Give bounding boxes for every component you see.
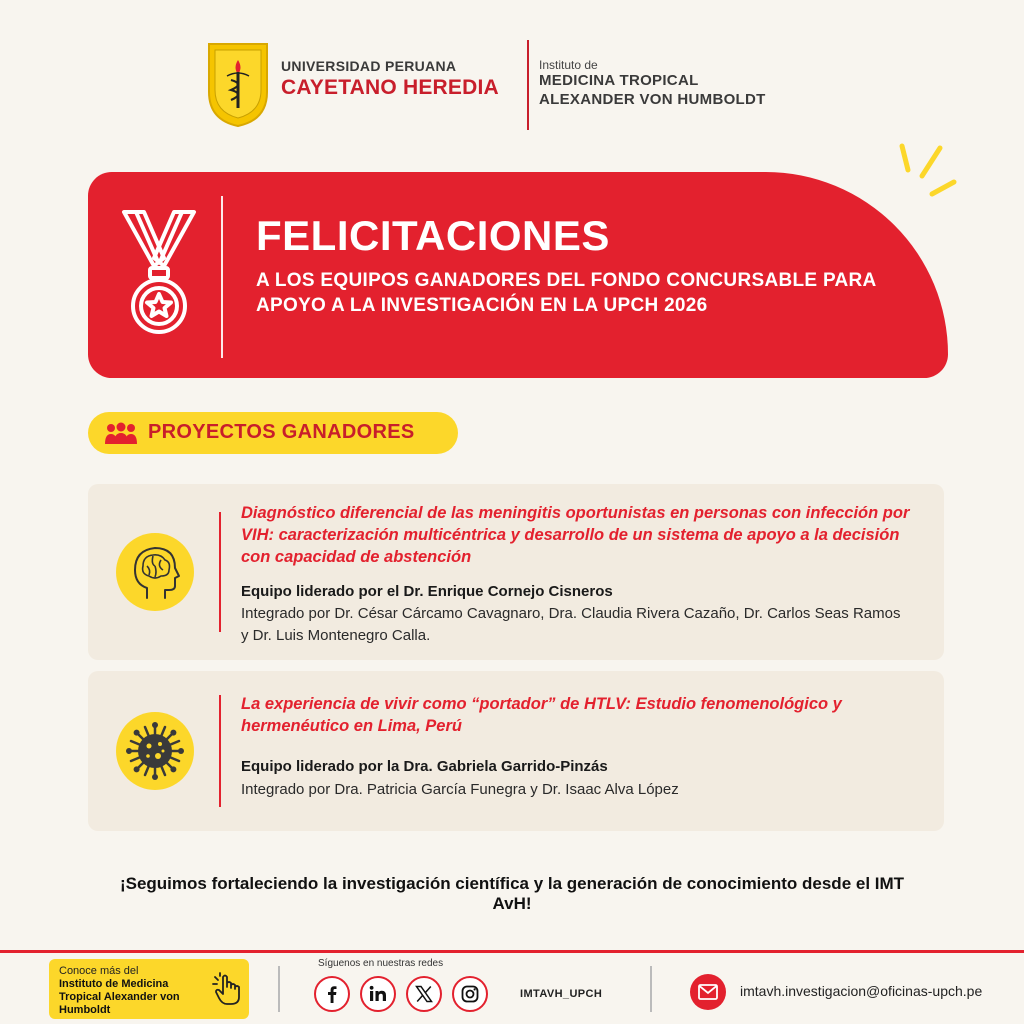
project-title: La experiencia de vivir como “portador” de HTLV: Estudio fenomenológico y hermenéutico en Lima, Perú — [241, 695, 842, 735]
instagram-icon — [460, 984, 480, 1004]
know-more-line2: Instituto de Medicina Tropical Alexander von Humboldt — [59, 978, 180, 1016]
social-links — [314, 976, 488, 1014]
x-icon — [414, 984, 434, 1004]
section-label-pill — [88, 412, 458, 454]
institute-name-line3: ALEXANDER VON HUMBOLDT — [539, 91, 766, 108]
virus-icon — [125, 721, 185, 781]
project-icon-circle — [116, 712, 194, 790]
know-more-button[interactable] — [49, 959, 249, 1019]
project-leader: Equipo liderado por el Dr. Enrique Cornejo Cisneros — [241, 583, 613, 600]
institute-name-line1: Instituto de — [539, 58, 598, 72]
x-link[interactable] — [406, 976, 442, 1012]
card-accent-bar — [219, 695, 221, 807]
follow-label: Síguenos en nuestras redes — [318, 958, 444, 969]
banner-subtitle: A LOS EQUIPOS GANADORES DEL FONDO CONCURSABLE PARA APOYO A LA INVESTIGACIÓN EN LA UPCH 2026 — [256, 270, 876, 316]
project-card — [88, 484, 944, 660]
brain-head-icon — [125, 542, 185, 602]
email-address[interactable]: imtavh.investigacion@oficinas-upch.pe — [740, 983, 983, 999]
header — [205, 38, 785, 134]
banner-divider — [221, 196, 223, 358]
mail-icon — [698, 984, 718, 1000]
closing-message: ¡Seguimos fortaleciendo la investigación científica y la generación de conocimiento desde el IMT AvH! — [119, 874, 905, 913]
card-accent-bar — [219, 512, 221, 632]
know-more-line1: Conoce más del — [59, 965, 139, 977]
linkedin-icon — [368, 984, 388, 1004]
university-name-line1: UNIVERSIDAD PERUANA — [281, 58, 457, 74]
project-title: Diagnóstico diferencial de las meningitis oportunistas en personas con infección por VIH: caracterización multicéntrica y desarrollo de un sistema de apoyo a la decisión con capacidad de abstención — [241, 504, 910, 566]
institute-name-line2: MEDICINA TROPICAL — [539, 72, 699, 89]
footer-divider-2 — [650, 966, 652, 1012]
linkedin-link[interactable] — [360, 976, 396, 1012]
instagram-link[interactable] — [452, 976, 488, 1012]
project-members: Integrado por Dra. Patricia García Funegra y Dr. Isaac Alva López — [241, 781, 679, 798]
social-handle[interactable]: IMTAVH_UPCH — [520, 988, 603, 1000]
project-leader: Equipo liderado por la Dra. Gabriela Garrido-Pinzás — [241, 758, 608, 775]
people-icon — [104, 422, 138, 446]
footer-divider — [0, 950, 1024, 953]
project-icon-circle — [116, 533, 194, 611]
medal-icon — [114, 208, 204, 338]
university-seal-logo — [205, 40, 271, 128]
email-button[interactable] — [690, 974, 726, 1010]
banner-title: FELICITACIONES — [256, 212, 610, 259]
congratulations-banner — [88, 172, 948, 378]
project-card — [88, 671, 944, 831]
project-members: Integrado por Dr. César Cárcamo Cavagnaro, Dra. Claudia Rivera Cazaño, Dr. Carlos Seas Ramos y Dr. Luis Montenegro Calla. — [241, 605, 901, 644]
sparkle-rays-icon — [888, 140, 958, 210]
pointing-hand-icon — [209, 971, 245, 1007]
section-label: PROYECTOS GANADORES — [148, 421, 415, 443]
university-name-line2: CAYETANO HEREDIA — [281, 76, 499, 99]
facebook-link[interactable] — [314, 976, 350, 1012]
footer-divider-1 — [278, 966, 280, 1012]
header-divider — [527, 40, 529, 130]
facebook-icon — [322, 984, 342, 1004]
